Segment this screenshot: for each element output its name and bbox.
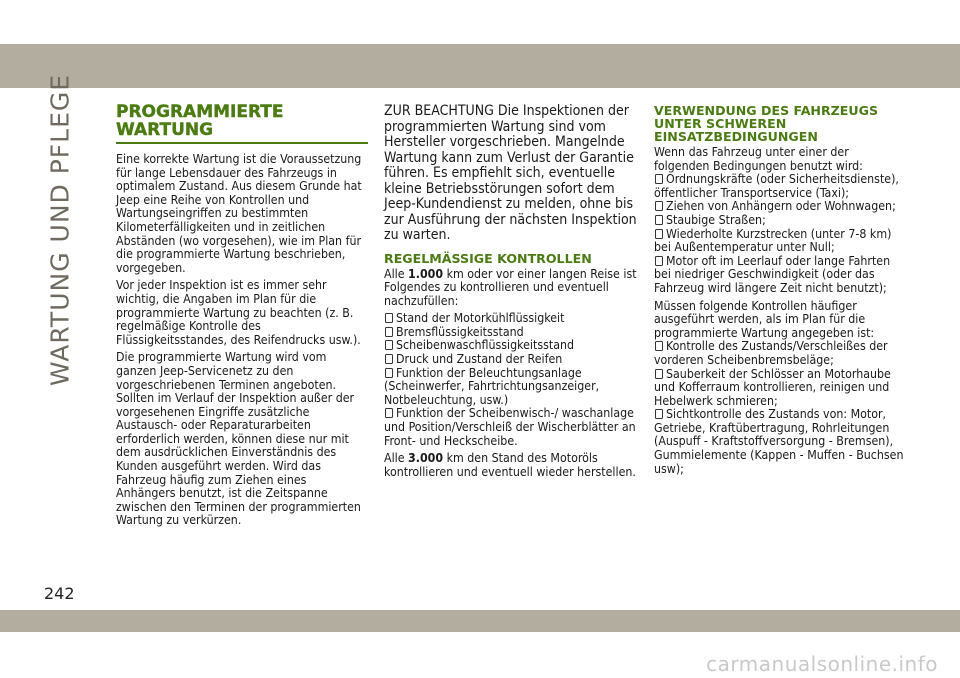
column-2 bbox=[384, 104, 638, 483]
checklist-item bbox=[384, 407, 638, 448]
condition-item-text: Motor oft im Leerlauf oder lange Fahrten bei niedriger Geschwindigkeit (oder das Fahrzeug wird längere Zeit nicht benutzt); bbox=[654, 253, 891, 295]
checklist-item-text: Druck und Zustand der Reifen bbox=[396, 352, 563, 367]
section-side-title bbox=[40, 73, 80, 387]
checkbox-icon bbox=[385, 327, 393, 337]
checkbox-icon bbox=[655, 174, 663, 184]
paragraph: Vor jeder Inspektion ist es immer sehr wichtig, die Angaben im Plan für die programmierte Wartung zu beachten (z. B. regelmäßige Kontrolle des Flüssigkeitsstandes, des Reifendrucks usw.). bbox=[116, 278, 361, 347]
outro-km-value: 3.000 bbox=[408, 451, 444, 466]
checklist-item-text: Bremsflüssigkeitsstand bbox=[396, 324, 524, 339]
outro-paragraph bbox=[384, 452, 638, 479]
checkbox-icon bbox=[655, 256, 663, 266]
heading-programmierte-wartung: PROGRAMMIERTE WARTUNG bbox=[116, 102, 284, 140]
checkbox-icon bbox=[385, 354, 393, 364]
checkbox-icon bbox=[385, 408, 393, 418]
check-item-text: Kontrolle des Zustands/Verschleißes der vorderen Scheibenbremsbeläge; bbox=[654, 339, 888, 367]
checkbox-icon bbox=[655, 215, 663, 225]
checkbox-icon bbox=[655, 369, 663, 379]
checklist-item bbox=[384, 339, 638, 353]
checklist-item-text: Scheibenwaschflüssigkeitsstand bbox=[396, 338, 575, 353]
condition-item-text: Wiederholte Kurzstrecken (unter 7-8 km) bei Außentemperatur unter Null; bbox=[654, 226, 892, 255]
checklist-item bbox=[384, 326, 638, 340]
top-band bbox=[0, 44, 960, 88]
note-zur-beachtung: ZUR BEACHTUNG Die Inspektionen der programmierten Wartung sind vom Hersteller vorgeschrieben. Mangelnde Wartung kann zum Verlust der Garantie führen. Es empfiehlt sich, eventuelle kleine Betriebsstörungen sofort dem Jeep-Kundendienst zu melden, ohne bis zur Ausführung der nächsten Inspektion zu warten. bbox=[384, 103, 637, 243]
outro-pre: Alle bbox=[384, 451, 405, 466]
check-item bbox=[654, 368, 906, 409]
checklist-item-text: Funktion der Scheibenwisch-/ waschanlage und Position/Verschleiß der Wischerblätter an Front- und Heckscheibe. bbox=[384, 406, 636, 448]
checkbox-icon bbox=[385, 340, 393, 350]
checklist-item bbox=[384, 312, 638, 326]
paragraph: Die programmierte Wartung wird vom ganzen Jeep-Servicenetz zu den vorgeschriebenen Terminen angeboten. Sollten im Verlauf der Inspektion außer der vorgesehenen Eingriffe zusätzliche Austausch- oder Reparaturarbeiten erforderlich werden, können diese nur mit dem ausdrücklichen Einverständnis des Kunden ausgeführt werden. Wird das Fahrzeug häufig zum Ziehen eines Anhängers benutzt, ist die Zeitspanne zwischen den Terminen der programmierten Wartung zu verkürzen. bbox=[116, 350, 361, 528]
checklist-item bbox=[384, 353, 638, 367]
condition-item-text: Staubige Straßen; bbox=[666, 212, 766, 227]
paragraph: Eine korrekte Wartung ist die Voraussetzung für lange Lebensdauer des Fahrzeugs in optimalem Zustand. Aus diesem Grunde hat Jeep eine Reihe von Kontrollen und Wartungseingriffen zu bestimmten Kilometerfälligkeiten und in zeitlichen Abständen (wo vorgesehen), wie im Plan für die programmierte Wartung beschrieben, vorgegeben. bbox=[116, 152, 362, 275]
bottom-band bbox=[0, 610, 960, 632]
condition-item-text: Ziehen von Anhängern oder Wohnwagen; bbox=[666, 199, 896, 214]
intro-paragraph: Wenn das Fahrzeug unter einer der folgenden Bedingungen benutzt wird: bbox=[654, 145, 863, 173]
checklist-item-text: Funktion der Beleuchtungsanlage (Scheinwerfer, Fahrtrichtungsanzeiger, Notbeleuchtung, usw.) bbox=[384, 365, 600, 407]
condition-item bbox=[654, 173, 906, 200]
checklist-item-text: Stand der Motorkühlflüssigkeit bbox=[396, 311, 565, 326]
checkbox-icon bbox=[385, 313, 393, 323]
heading-schwere-einsatzbedingungen: VERWENDUNG DES FAHRZEUGS UNTER SCHWEREN EINSATZBEDINGUNGEN bbox=[654, 103, 879, 144]
check-item bbox=[654, 340, 906, 367]
checklist-item bbox=[384, 367, 638, 408]
outro-post: km den Stand des Motoröls kontrollieren und eventuell wieder herstellen. bbox=[384, 451, 636, 479]
check-item bbox=[654, 408, 906, 476]
heading-rule bbox=[116, 142, 368, 144]
checkbox-icon bbox=[655, 341, 663, 351]
side-title-text: WARTUNG UND PFLEGE bbox=[45, 73, 75, 387]
checkbox-icon bbox=[655, 201, 663, 211]
checkbox-icon bbox=[655, 229, 663, 239]
intro-km-value: 1.000 bbox=[408, 266, 444, 281]
watermark: carmanualsonline.info bbox=[706, 652, 938, 676]
checkbox-icon bbox=[655, 409, 663, 419]
intro-pre: Alle bbox=[384, 266, 405, 281]
column-3 bbox=[654, 104, 906, 476]
check-item-text: Sauberkeit der Schlösser an Motorhaube und Kofferraum kontrollieren, reinigen und Hebelwerk schmieren; bbox=[654, 366, 891, 408]
column-1 bbox=[116, 104, 368, 532]
intro-post: km oder vor einer langen Reise ist Folgendes zu kontrollieren und eventuell nachzufüllen: bbox=[384, 266, 637, 308]
condition-item bbox=[654, 228, 906, 255]
page-number: 242 bbox=[44, 584, 75, 603]
condition-item bbox=[654, 214, 906, 228]
condition-item bbox=[654, 200, 906, 214]
heading-regelmaessige-kontrollen: REGELMÄSSIGE KONTROLLEN bbox=[384, 250, 592, 266]
intro-paragraph-2: Müssen folgende Kontrollen häufiger ausgeführt werden, als im Plan für die programmierte Wartung angegeben ist: bbox=[654, 298, 875, 340]
intro-paragraph bbox=[384, 268, 638, 309]
condition-item-text: Ordnungskräfte (oder Sicherheitsdienste), öffentlicher Transportservice (Taxi); bbox=[654, 172, 899, 200]
condition-item bbox=[654, 255, 906, 296]
checkbox-icon bbox=[385, 368, 393, 378]
check-item-text: Sichtkontrolle des Zustands von: Motor, Getriebe, Kraftübertragung, Rohrleitungen (Auspuff - Kraftstoffversorgung - Bremsen), Gummielemente (Kappen - Muffen - Buchsen usw); bbox=[654, 407, 904, 476]
